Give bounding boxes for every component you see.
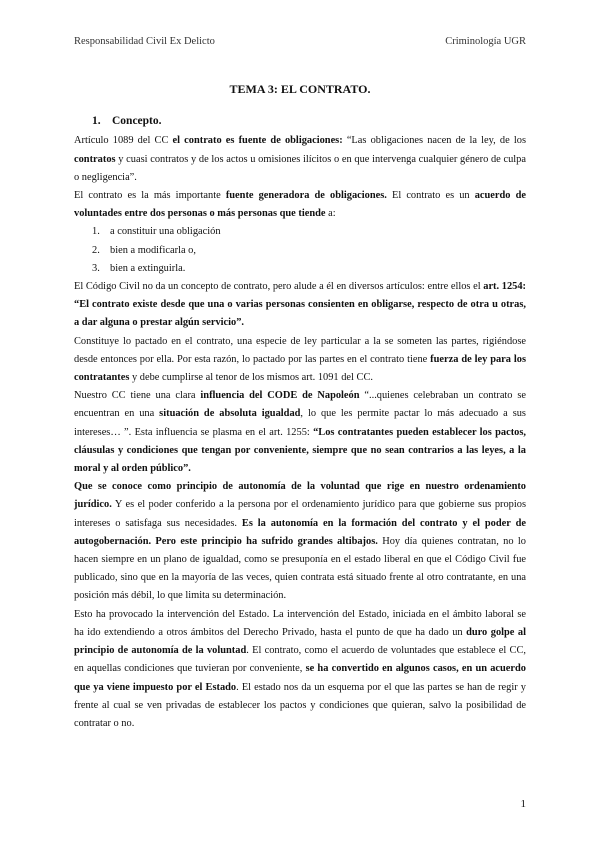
list-number: 3.: [92, 262, 100, 274]
paragraph-2: [74, 187, 526, 223]
page-content: [74, 80, 526, 733]
document-title: TEMA 3: EL CONTRATO.: [229, 82, 371, 96]
text: El contrato es la más importante: [74, 190, 226, 202]
bold-text: situación de absoluta igualdad: [159, 408, 301, 420]
text: El contrato es un: [386, 190, 475, 202]
paragraph-7: [74, 606, 526, 733]
text: y cuasi contratos y de los actos u omisiones ilícitos o en que intervenga cualquier género de culpa o negligencia”.: [74, 153, 526, 183]
header-course: Responsabilidad Civil Ex Delicto: [74, 36, 215, 47]
paragraph-5: [74, 387, 526, 478]
text: Constituye lo pactado en el contrato, una especie de ley particular a la se someten las partes, rigiéndose desde entonces por ella. Por esta razón, lo pactado por las partes en el contrato tiene: [74, 335, 526, 365]
paragraph-1: [74, 132, 526, 187]
text: y debe cumplirse al tenor de los mismos art. 1091 del CC.: [129, 372, 373, 384]
text: . El contrato, como el acuerdo de voluntades que establece el CC, en aquellas condiciones que tuvieran por conveniente,: [74, 645, 526, 675]
section-label: Concepto.: [112, 115, 162, 128]
text: , lo que les permite pactar lo más adecuado a sus intereses… ”. Esta influencia se plasma en el art. 1255:: [74, 408, 526, 438]
list-number: 2.: [92, 244, 100, 256]
paragraph-4: [74, 333, 526, 388]
bold-text: fuerza de ley para los contratantes: [74, 353, 526, 384]
bold-text: Que se conoce como principio de autonomía de la voluntad que rige en nuestro ordenamiento jurídico.: [74, 481, 526, 511]
text: Artículo 1089 del CC: [74, 135, 173, 147]
bold-text: “Los contratantes pueden establecer los pactos, cláusulas y condiciones que tengan por conveniente, siempre que no sean contrarios a las leyes, a la moral y al orden público”.: [74, 426, 526, 475]
text: “...quienes celebraban un contrato se encuentran en una: [74, 390, 527, 420]
list-item: [74, 260, 526, 278]
text: El Código Civil no da un concepto de contrato, pero alude a él en diversos artículos: entre ellos el: [74, 281, 484, 293]
list-text: bien a modificarla o,: [110, 244, 196, 256]
list-item: [74, 242, 526, 260]
bold-text: art. 1254: “El contrato existe desde que una o varias personas consienten en obligarse, respecto de otra u otras, a dar alguna o prestar algún servicio”.: [74, 281, 526, 329]
list-text: bien a extinguirla.: [110, 262, 186, 274]
bold-text: contratos: [74, 153, 116, 165]
text: Hoy día quienes contratan, no lo hacen siempre en un plano de igualdad, como se presuponía en el estado liberal en que el Código Civil fue publicado, sino que en la mayoría de las veces, quien contrata está situado frente al otro contratante, en una posición más débil, lo que limita su determinación.: [74, 535, 526, 602]
bold-text: el contrato es fuente de obligaciones:: [172, 135, 343, 147]
page-number: 1: [520, 798, 526, 810]
bold-text: acuerdo de voluntades entre dos personas o más personas que tiende: [74, 190, 526, 220]
bold-text: influencia del CODE de Napoleón: [200, 390, 360, 402]
text: “Las obligaciones nacen de la ley, de los: [342, 135, 526, 147]
text: Y es el poder conferido a la persona por el ordenamiento jurídico para que gobierne sus propios intereses o satisfaga sus necesidades.: [74, 499, 526, 529]
list-item: [74, 223, 526, 241]
bold-text: se ha convertido en algunos casos, en un acuerdo que ya viene impuesto por el Estado: [74, 663, 527, 693]
section-number: 1.: [92, 115, 101, 128]
list-text: a constituir una obligación: [110, 226, 221, 238]
section-heading: [74, 112, 526, 130]
page-header: [74, 36, 526, 47]
text: Nuestro CC tiene una clara: [74, 390, 201, 402]
bold-text: duro golpe al principio de autonomía de la voluntad: [74, 626, 526, 657]
list-number: 1.: [92, 226, 100, 238]
text: . El estado nos da un esquema por el que las partes se han de regir y frente al cual se ven privadas de establecer los pactos y condiciones que quieran, salvo la posibilidad de contratar o no.: [74, 681, 526, 729]
text: Esto ha provocado la intervención del Estado. La intervención del Estado, iniciada en el ámbito laboral se ha ido extendiendo a otros ámbitos del Derecho Privado, hasta el punto de que ha dado un: [74, 608, 526, 638]
header-university: Criminología UGR: [445, 36, 526, 47]
bold-text: Es la autonomía en la formación del contrato y el poder de autogobernación. Pero este principio ha sufrido grandes altibajos.: [74, 517, 526, 547]
paragraph-3: [74, 278, 526, 333]
paragraph-6: [74, 478, 526, 605]
bold-text: fuente generadora de obligaciones.: [225, 190, 387, 202]
numbered-list: [74, 223, 526, 278]
text: a:: [325, 208, 336, 220]
